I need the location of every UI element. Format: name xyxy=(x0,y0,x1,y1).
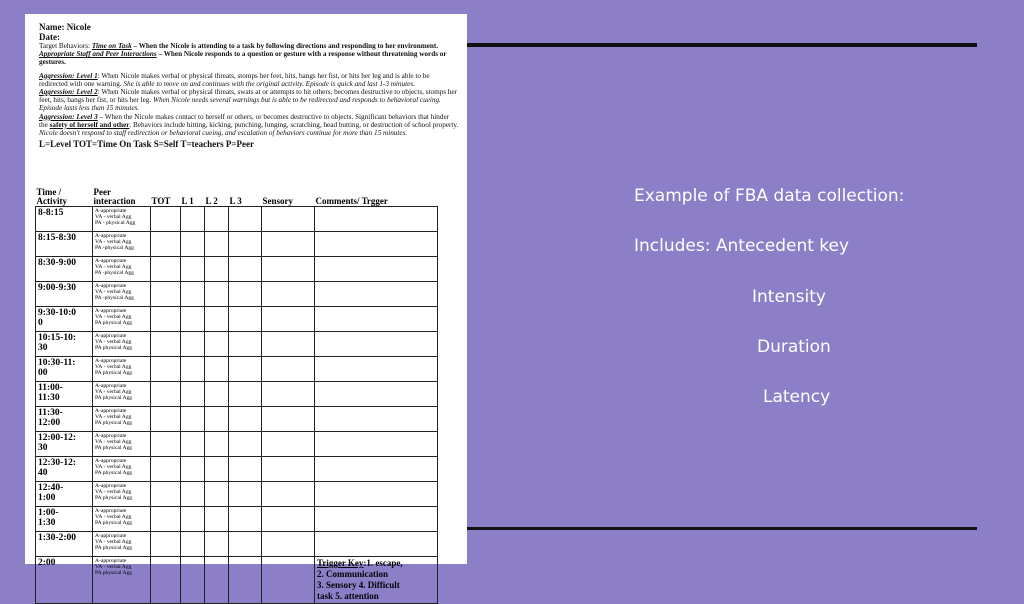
table-row xyxy=(36,257,438,282)
comments-cell[interactable] xyxy=(315,357,438,382)
sensory-cell[interactable] xyxy=(262,557,315,604)
tot-cell[interactable] xyxy=(151,407,181,432)
interaction-codes-cell: A-appropriate VA - verbal Agg PA physical Agg xyxy=(93,407,151,432)
aggression-level-3: Aggression: Level 3 – When the Nicole makes contact to herself or others, or becomes destructive to objects. Significant behaviors that hinder the safety of herself and other. Behaviors include hitting, kicking, punching, lunging, scratching, head butting, or destruction of school property. Nicole doesn't respond to staff redirection or behavioral cueing, and escalation of behaviors continue for more than 15 minutes. xyxy=(39,112,459,138)
interaction-codes-cell: A-appropriate VA - verbal Agg PA physical Agg xyxy=(93,332,151,357)
sensory-cell[interactable] xyxy=(262,282,315,307)
level-1-cell[interactable] xyxy=(181,482,205,507)
level-1-cell[interactable] xyxy=(181,557,205,604)
fba-document-image xyxy=(25,14,467,601)
time-cell: 12:00-12: 30 xyxy=(36,432,93,457)
sensory-cell[interactable] xyxy=(262,232,315,257)
level-2-cell[interactable] xyxy=(205,557,229,604)
time-cell: 9:00-9:30 xyxy=(36,282,93,307)
table-row xyxy=(36,332,438,357)
level-2-cell[interactable] xyxy=(205,257,229,282)
level-2-cell[interactable] xyxy=(205,407,229,432)
sensory-cell[interactable] xyxy=(262,407,315,432)
table-row xyxy=(36,207,438,232)
tot-cell[interactable] xyxy=(151,382,181,407)
level-3-cell[interactable] xyxy=(229,432,262,457)
sensory-cell[interactable] xyxy=(262,432,315,457)
tot-cell[interactable] xyxy=(151,557,181,604)
slide-text-duration: Duration xyxy=(757,337,831,357)
table-row xyxy=(36,232,438,257)
slide-text-antecedent: Includes: Antecedent key xyxy=(634,236,850,256)
time-cell: 1:00- 1:30 xyxy=(36,507,93,532)
sensory-cell[interactable] xyxy=(262,307,315,332)
level-3-cell[interactable] xyxy=(229,307,262,332)
tot-cell[interactable] xyxy=(151,482,181,507)
level-3-cell[interactable] xyxy=(229,357,262,382)
comments-cell[interactable] xyxy=(315,207,438,232)
level-3-cell[interactable] xyxy=(229,282,262,307)
sensory-cell[interactable] xyxy=(262,532,315,557)
time-cell: 10:30-11: 00 xyxy=(36,357,93,382)
time-cell: 12:40- 1:00 xyxy=(36,482,93,507)
header-level-3: L 3 xyxy=(229,196,242,206)
level-2-cell[interactable] xyxy=(205,457,229,482)
level-2-cell[interactable] xyxy=(205,332,229,357)
time-cell: 8-8:15 xyxy=(36,207,93,232)
slide-text-intensity: Intensity xyxy=(752,287,826,307)
interaction-codes-cell: A-appropriate VA - verbal Agg PA physical Agg xyxy=(93,532,151,557)
level-3-cell[interactable] xyxy=(229,257,262,282)
interaction-codes-cell: A-appropriate VA - verbal Agg PA physical Agg xyxy=(93,432,151,457)
level-1-cell[interactable] xyxy=(181,207,205,232)
level-3-cell[interactable] xyxy=(229,332,262,357)
table-row xyxy=(36,432,438,457)
table-row xyxy=(36,282,438,307)
tot-cell[interactable] xyxy=(151,332,181,357)
comments-cell xyxy=(315,557,438,604)
aggression-level-2: Aggression: Level 2: When Nicole makes verbal or physical threats, swats at or attempts to hit others, becomes destructive to objects, stomps her feet, hits, bangs her fist, or hits her leg. When Nicole needs several warnings but is able to be redirected and responds to behavioral cueing. Episode lasts less than 15 minutes. xyxy=(39,88,458,113)
slide-text-latency: Latency xyxy=(763,387,831,407)
time-cell: 1:30-2:00 xyxy=(36,532,93,557)
level-3-cell[interactable] xyxy=(229,457,262,482)
interaction-codes-cell: A-appropriate VA - verbal Agg PA -physical Agg xyxy=(93,257,151,282)
comments-cell[interactable] xyxy=(315,407,438,432)
level-1-cell[interactable] xyxy=(181,382,205,407)
level-3-cell[interactable] xyxy=(229,557,262,604)
interaction-codes-cell: A-appropriate VA - verbal Agg PA - physical Agg xyxy=(93,207,151,232)
level-1-cell[interactable] xyxy=(181,257,205,282)
level-3-cell[interactable] xyxy=(229,232,262,257)
table-row xyxy=(36,482,438,507)
time-cell: 11:00- 11:30 xyxy=(36,382,93,407)
header-time-activity: Time / Activity xyxy=(36,187,67,206)
sensory-cell[interactable] xyxy=(262,257,315,282)
level-2-cell[interactable] xyxy=(205,507,229,532)
interaction-codes-cell: A-appropriate VA - verbal Agg PA physical Agg xyxy=(93,382,151,407)
header-tot: TOT xyxy=(151,196,171,206)
tot-cell[interactable] xyxy=(151,532,181,557)
bottom-divider xyxy=(467,527,977,530)
tot-cell[interactable] xyxy=(151,507,181,532)
level-3-cell[interactable] xyxy=(229,382,262,407)
level-1-cell[interactable] xyxy=(181,282,205,307)
tot-cell[interactable] xyxy=(151,257,181,282)
trigger-key-label: Trigger Key xyxy=(317,558,364,568)
level-2-cell[interactable] xyxy=(205,357,229,382)
comments-cell[interactable] xyxy=(315,232,438,257)
aggression-level-1: Aggression: Level 1: When Nicole makes verbal or physical threats, stomps her feet, hits, bangs her fist, or hits her leg and is able to be redirected with one warning. She is able to move on and continues with the original activity. Episode is quick and last 1-3 minutes. xyxy=(39,71,430,88)
level-1-cell[interactable] xyxy=(181,232,205,257)
trigger-key-text: :1. escape, 2. Communication 3. Sensory 4. Difficult task 5. attention xyxy=(317,558,403,601)
tot-cell[interactable] xyxy=(151,432,181,457)
level-2-cell[interactable] xyxy=(205,232,229,257)
level-2-cell[interactable] xyxy=(205,382,229,407)
interaction-codes-cell: A-appropriate VA - verbal Agg PA physical Agg xyxy=(93,557,151,604)
interaction-codes-cell: A-appropriate VA - verbal Agg PA physical Agg xyxy=(93,457,151,482)
table-row xyxy=(36,532,438,557)
level-2-cell[interactable] xyxy=(205,282,229,307)
table-row xyxy=(36,307,438,332)
tot-cell[interactable] xyxy=(151,232,181,257)
comments-cell[interactable] xyxy=(315,307,438,332)
slide-text-example: Example of FBA data collection: xyxy=(634,186,905,206)
header-level-1: L 1 xyxy=(181,196,194,206)
tot-cell[interactable] xyxy=(151,207,181,232)
table-header-row xyxy=(36,186,438,207)
comments-cell[interactable] xyxy=(315,257,438,282)
interaction-codes-cell: A-appropriate VA - verbal Agg PA physical Agg xyxy=(93,507,151,532)
level-1-cell[interactable] xyxy=(181,432,205,457)
comments-cell[interactable] xyxy=(315,532,438,557)
interaction-codes-cell: A-appropriate VA - verbal Agg PA -physical Agg xyxy=(93,282,151,307)
time-cell: 11:30- 12:00 xyxy=(36,407,93,432)
tot-cell[interactable] xyxy=(151,282,181,307)
interaction-codes-cell: A-appropriate VA - verbal Agg PA physical Agg xyxy=(93,357,151,382)
sensory-cell[interactable] xyxy=(262,507,315,532)
time-cell: 10:15-10: 30 xyxy=(36,332,93,357)
date-line: Date: xyxy=(39,32,60,42)
level-1-cell[interactable] xyxy=(181,357,205,382)
target-behaviors: Target Behaviors: Time on Task – When the Nicole is attending to a task by following directions and responding to her environment. Appropriate Staff and Peer Interactions – When Nicole responds to a question or gesture with a response without threatening words or gestures. xyxy=(39,42,447,67)
level-2-cell[interactable] xyxy=(205,307,229,332)
comments-cell[interactable] xyxy=(315,432,438,457)
table-row xyxy=(36,407,438,432)
header-level-2: L 2 xyxy=(205,196,218,206)
header-comments: Comments/ Trgger xyxy=(315,196,388,206)
sensory-cell[interactable] xyxy=(262,382,315,407)
table-row xyxy=(36,382,438,407)
sensory-cell[interactable] xyxy=(262,457,315,482)
level-3-cell[interactable] xyxy=(229,407,262,432)
table-row xyxy=(36,357,438,382)
time-cell: 8:30-9:00 xyxy=(36,257,93,282)
comments-cell[interactable] xyxy=(315,507,438,532)
tot-cell[interactable] xyxy=(151,457,181,482)
tot-cell[interactable] xyxy=(151,357,181,382)
level-1-cell[interactable] xyxy=(181,407,205,432)
data-collection-table xyxy=(35,186,438,604)
level-1-cell[interactable] xyxy=(181,532,205,557)
name-line: Name: Nicole xyxy=(39,22,91,32)
tot-cell[interactable] xyxy=(151,307,181,332)
comments-cell[interactable] xyxy=(315,332,438,357)
time-cell: 9:30-10:0 0 xyxy=(36,307,93,332)
level-1-cell[interactable] xyxy=(181,457,205,482)
time-cell: 8:15-8:30 xyxy=(36,232,93,257)
level-1-cell[interactable] xyxy=(181,507,205,532)
document-text xyxy=(39,22,459,149)
header-peer-interaction: Peer interaction xyxy=(93,187,136,206)
level-3-cell[interactable] xyxy=(229,482,262,507)
level-2-cell[interactable] xyxy=(205,432,229,457)
sensory-cell[interactable] xyxy=(262,207,315,232)
comments-cell[interactable] xyxy=(315,457,438,482)
comments-cell[interactable] xyxy=(315,282,438,307)
interaction-codes-cell: A-appropriate VA - verbal Agg PA physical Agg xyxy=(93,307,151,332)
sensory-cell[interactable] xyxy=(262,332,315,357)
level-3-cell[interactable] xyxy=(229,207,262,232)
interaction-codes-cell: A-appropriate VA - verbal Agg PA physical Agg xyxy=(93,482,151,507)
top-divider xyxy=(467,43,977,47)
sensory-cell[interactable] xyxy=(262,482,315,507)
level-2-cell[interactable] xyxy=(205,532,229,557)
level-2-cell[interactable] xyxy=(205,482,229,507)
table-row xyxy=(36,557,438,604)
level-1-cell[interactable] xyxy=(181,307,205,332)
abbreviation-legend: L=Level TOT=Time On Task S=Self T=teachers P=Peer xyxy=(39,139,254,150)
interaction-codes-cell: A-appropriate VA - verbal Agg PA -physical Agg xyxy=(93,232,151,257)
comments-cell[interactable] xyxy=(315,482,438,507)
level-3-cell[interactable] xyxy=(229,532,262,557)
sensory-cell[interactable] xyxy=(262,357,315,382)
level-2-cell[interactable] xyxy=(205,207,229,232)
comments-cell[interactable] xyxy=(315,382,438,407)
time-cell: 12:30-12: 40 xyxy=(36,457,93,482)
table-row xyxy=(36,507,438,532)
time-cell: 2:00 xyxy=(36,557,93,604)
table-row xyxy=(36,457,438,482)
header-sensory: Sensory xyxy=(262,196,294,206)
level-1-cell[interactable] xyxy=(181,332,205,357)
level-3-cell[interactable] xyxy=(229,507,262,532)
